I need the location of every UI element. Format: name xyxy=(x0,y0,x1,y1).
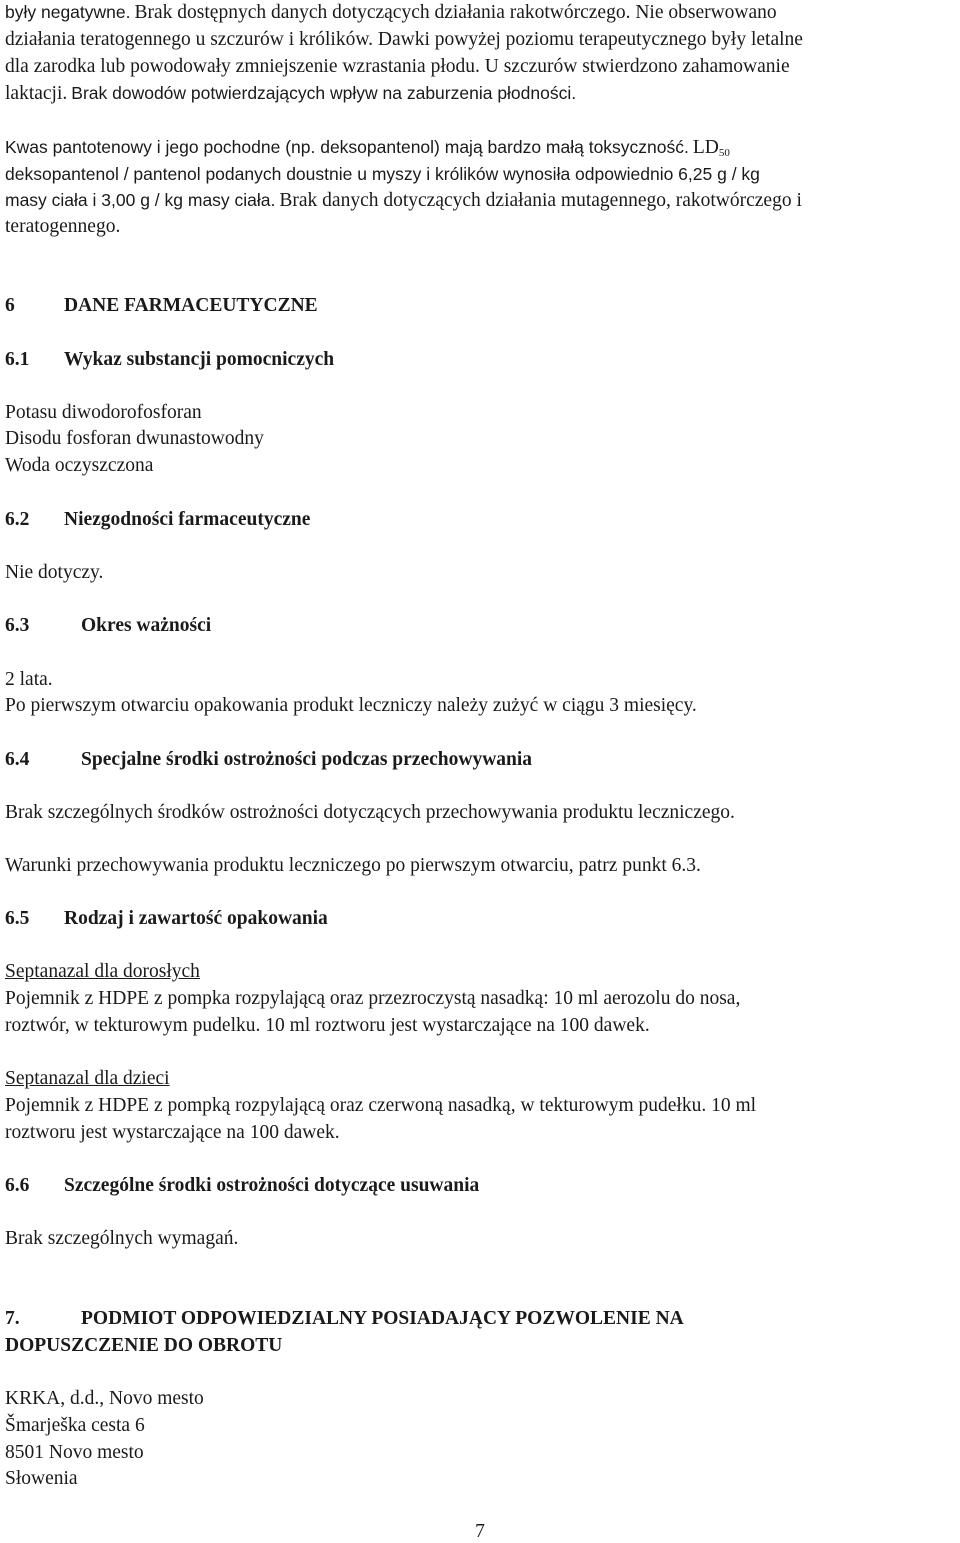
text-run: były negatywne. xyxy=(5,2,131,22)
address-line: Słowenia xyxy=(5,1468,78,1489)
disposal-text: Brak szczególnych wymagań. xyxy=(5,1228,239,1249)
section-title-line-2: DOPUSZCZENIE DO OBROTU xyxy=(5,1335,283,1356)
text-run: Brak danych dotyczących działania mutagennego, rakotwórczego i xyxy=(279,190,802,211)
toxicity-line-1 xyxy=(5,2,777,24)
toxicity-line-3: dla zarodka lub powodowały zmniejszenie wzrastania płodu. U szczurów stwierdzono zahamowanie xyxy=(5,56,790,77)
toxicity-p2-line-2: deksopantenol / pantenol podanych doustnie u myszy i królików wynosiła odpowiednio 6,25 g / kg xyxy=(5,164,760,184)
section-heading-6-1 xyxy=(5,349,334,371)
text-run xyxy=(693,137,730,158)
section-number: 7. xyxy=(5,1308,20,1329)
page-number: 7 xyxy=(475,1521,485,1542)
incompatibility-text: Nie dotyczy. xyxy=(5,562,104,583)
section-title: Szczególne środki ostrożności dotyczące usuwania xyxy=(64,1175,480,1196)
child-product-heading: Septanazal dla dzieci xyxy=(5,1068,170,1089)
address-line: 8501 Novo mesto xyxy=(5,1442,144,1463)
child-package-line-1: Pojemnik z HDPE z pompką rozpylającą oraz czerwoną nasadką, w tekturowym pudełku. 10 ml xyxy=(5,1095,757,1116)
adult-package-line-2: roztwór, w tekturowym pudelku. 10 ml roztworu jest wystarczające na 100 dawek. xyxy=(5,1015,650,1036)
section-title: Rodzaj i zawartość opakowania xyxy=(64,908,328,929)
section-heading-7 xyxy=(5,1308,684,1330)
toxicity-p2-line-4: teratogennego. xyxy=(5,216,121,237)
section-number: 6.3 xyxy=(5,615,30,636)
excipient-item: Potasu diwodorofosforan xyxy=(5,402,202,423)
excipient-item: Woda oczyszczona xyxy=(5,455,154,476)
section-number: 6.1 xyxy=(5,349,30,370)
section-title: DANE FARMACEUTYCZNE xyxy=(64,295,318,316)
text-run: Brak dostępnych danych dotyczących działania rakotwórczego. Nie obserwowano xyxy=(134,2,777,23)
section-title: Specjalne środki ostrożności podczas przechowywania xyxy=(81,749,533,770)
ld-subscript: 50 xyxy=(718,147,730,159)
text-run: Brak dowodów potwierdzających wpływ na zaburzenia płodności. xyxy=(71,83,577,103)
shelf-life-note: Po pierwszym otwarciu opakowania produkt leczniczy należy zużyć w ciągu 3 miesięcy. xyxy=(5,695,697,716)
section-heading-6-5 xyxy=(5,908,328,930)
section-title: Wykaz substancji pomocniczych xyxy=(64,349,335,370)
section-heading-6-3 xyxy=(5,615,211,637)
section-number: 6.2 xyxy=(5,509,30,530)
section-number: 6.5 xyxy=(5,908,30,929)
section-number: 6.4 xyxy=(5,749,30,770)
section-title: Niezgodności farmaceutyczne xyxy=(64,509,311,530)
toxicity-line-4 xyxy=(5,83,576,105)
section-title: Okres ważności xyxy=(81,615,212,636)
child-package-line-2: roztworu jest wystarczające na 100 dawek. xyxy=(5,1122,340,1143)
section-heading-6 xyxy=(5,295,318,317)
toxicity-p2-line-3 xyxy=(5,190,802,212)
section-number: 6 xyxy=(5,295,15,316)
toxicity-p2-line-1 xyxy=(5,137,730,159)
section-heading-6-6 xyxy=(5,1175,479,1197)
text-run: laktacji. xyxy=(5,83,68,104)
address-line: KRKA, d.d., Novo mesto xyxy=(5,1388,204,1409)
adult-package-line-1: Pojemnik z HDPE z pompka rozpylającą oraz przezroczystą nasadką: 10 ml aerozolu do nosa, xyxy=(5,988,741,1009)
storage-text: Brak szczególnych środków ostrożności dotyczących przechowywania produktu leczniczego. xyxy=(5,802,735,823)
storage-after-opening-text: Warunki przechowywania produktu leczniczego po pierwszym otwarciu, patrz punkt 6.3. xyxy=(5,855,701,876)
toxicity-line-2: działania teratogennego u szczurów i królików. Dawki powyżej poziomu terapeutycznego były letalne xyxy=(5,29,803,50)
shelf-life-text: 2 lata. xyxy=(5,669,53,690)
adult-product-heading: Septanazal dla dorosłych xyxy=(5,961,200,982)
section-number: 6.6 xyxy=(5,1175,30,1196)
ld-label: LD xyxy=(692,137,719,158)
section-heading-6-2 xyxy=(5,509,310,531)
section-heading-6-4 xyxy=(5,749,532,771)
address-line: Šmarješka cesta 6 xyxy=(5,1415,145,1436)
section-title-line-1: PODMIOT ODPOWIEDZIALNY POSIADAJĄCY POZWOLENIE NA xyxy=(81,1308,684,1329)
excipient-item: Disodu fosforan dwunastowodny xyxy=(5,428,264,449)
text-run: masy ciała i 3,00 g / kg masy ciała. xyxy=(5,190,276,210)
text-run: Kwas pantotenowy i jego pochodne (np. deksopantenol) mają bardzo małą toksyczność. xyxy=(5,137,689,157)
